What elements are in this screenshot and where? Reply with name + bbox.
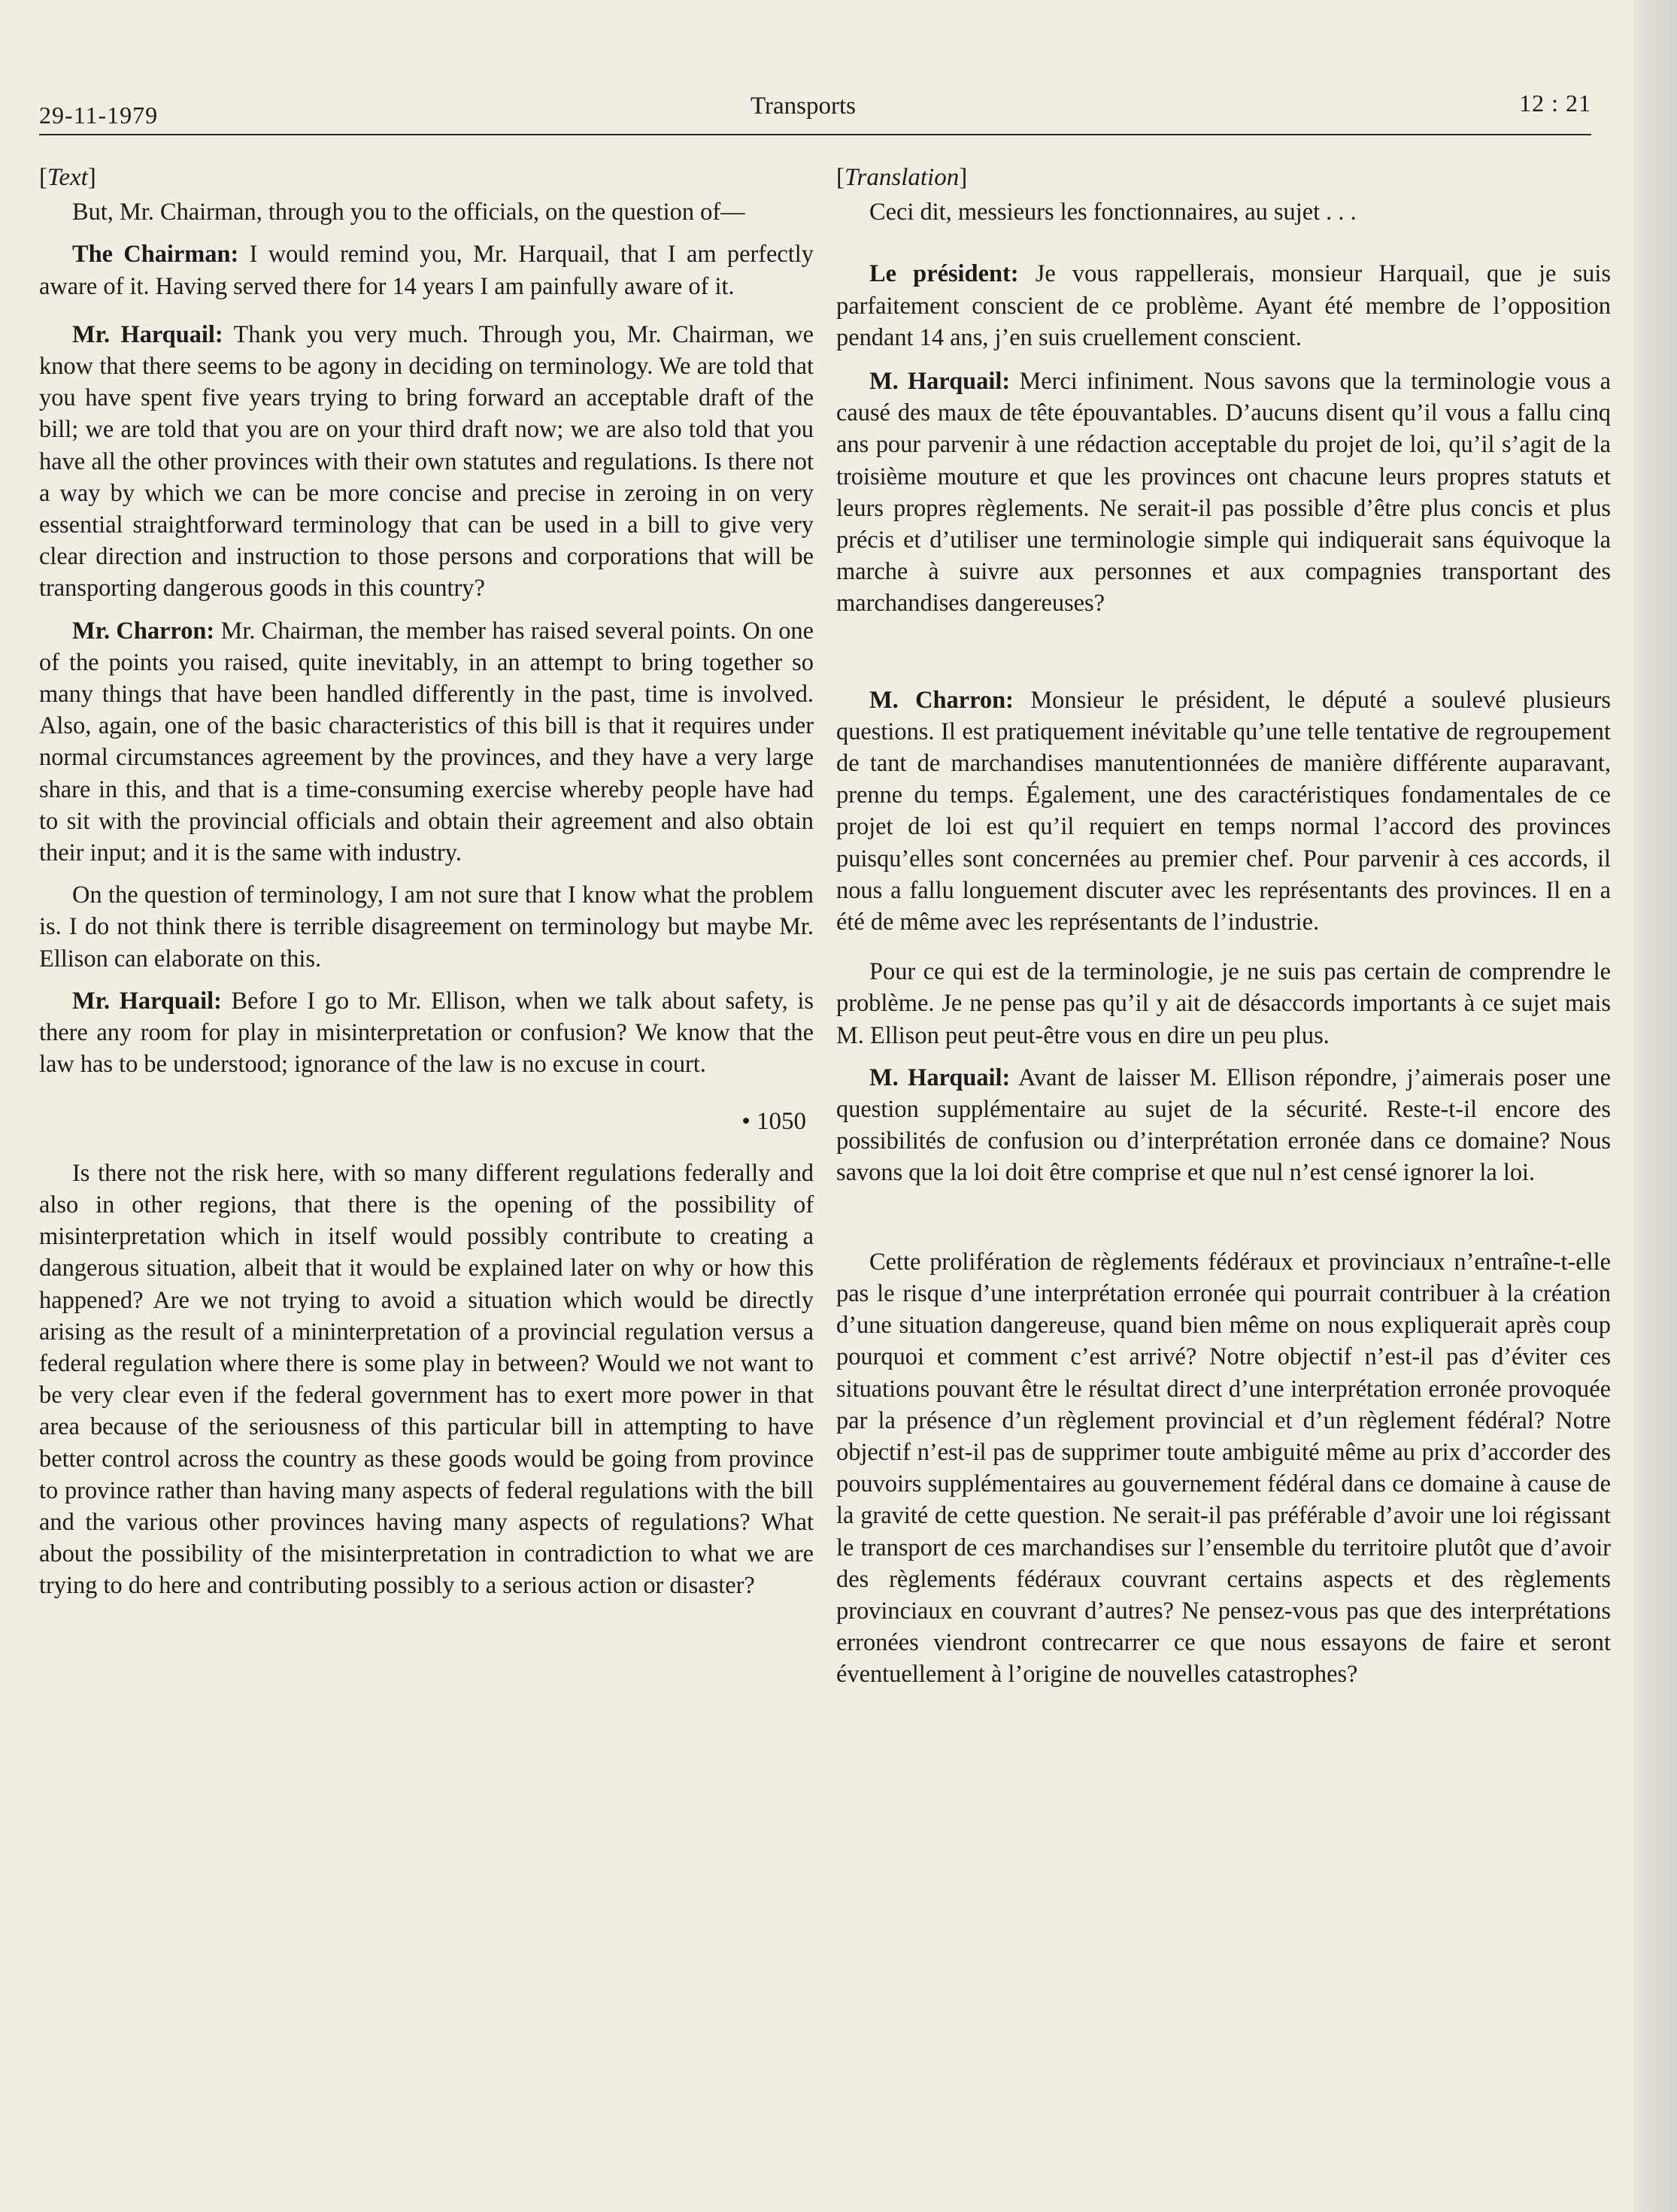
speech-text: Thank you very much. Through you, Mr. Chairman, we know that there seems to be agony in deciding on terminology. We are told that you have spent five years trying to bring forward an acceptable draft of the bill; we are told that you are on your third draft now; we are also told that you have all the other provinces with their own statutes and regulations. Is there not a way by which we can be more concise and precise in zeroing in on very essential straightforward terminology that can be used in a bill to give very clear direction and instruction to those persons and corporations that will be transporting dangerous goods in this country? xyxy=(39,320,814,602)
speech-text: Avant de laisser M. Ellison répondre, j’aimerais poser une question supplémentaire au sujet de la sécurité. Reste-t-il encore des possibilités de confusion ou d’interprétation erronée dans ce domaine? Nous savons que la loi doit être comprise et que nul n’est censé ignorer la loi. xyxy=(836,1064,1611,1187)
speaker-name: M. Harquail: xyxy=(869,368,1011,396)
paragraph-en-7: Is there not the risk here, with so many different regulations federally and also in other regions, that there is the opening of the possibility of misinterpretation which in itself would possibly contribute to creating a dangerous situation, albeit that it would be explained later on why or how this happened? Are we not trying to avoid a situation which would be directly arising as the result of a mininterpretation of a provincial regulation versus a federal regulation where there is some play in between? Would we not want to be very clear even if the federal government has to exert more power in that area because of the seriousness of this particular bill in attempting to have better control across the country as these goods would be going from province to province rather than having many aspects of federal regulations with the bill and the various other provinces having many aspects of regulations? What about the possibility of the misinterpretation in contradiction to what we are trying to do here and contributing possibly to a serious action or disaster? xyxy=(39,1159,814,1600)
speech-text: Monsieur le président, le député a soulevé plusieurs questions. Il est pratiquement inévitable qu’une telle tentative de regroupement de tant de marchandises manutentionnées de manière différente auparavant, prenne du temps. Également, une des caractéristiques fondamentales de ce projet de loi est qu’il requiert en temps normal l’accord des provinces puisqu’elles sont concernées au premier chef. Pour parvenir à ces accords, il nous a fallu longuement discuter avec les représentants des provinces. Il en a été de même avec les représentants de l’industrie. xyxy=(836,686,1611,936)
paragraph-en-4 xyxy=(39,615,814,869)
header-title: Transports xyxy=(751,93,856,120)
speaker-name: The Chairman: xyxy=(72,241,239,269)
page-edge-shadow xyxy=(1633,0,1677,2212)
time-stamp: • 1050 xyxy=(741,1108,806,1136)
paragraph-fr-6 xyxy=(836,1062,1611,1189)
paragraph-en-6 xyxy=(39,985,814,1081)
speaker-name: M. Harquail: xyxy=(869,1064,1011,1091)
language-tag-french: [Translation] xyxy=(836,164,968,191)
paragraph-fr-2 xyxy=(836,258,1611,353)
speaker-name: Mr. Harquail: xyxy=(72,320,223,348)
paragraph-en-5: On the question of terminology, I am not sure that I know what the problem is. I do not think there is terrible disagreement on terminology but maybe Mr. Ellison can elaborate on this. xyxy=(39,881,814,972)
french-column xyxy=(836,162,1611,1691)
page-header xyxy=(39,81,1591,135)
speech-text: Merci infiniment. Nous savons que la terminologie vous a causé des maux de tête épouvantables. D’aucuns disent qu’il vous a fallu cinq ans pour parvenir à une rédaction acceptable du projet de loi, qu’il s’agit de la troisième mouture et que les provinces ont chacune leurs propres statuts et leurs propres règlements. Ne serait-il pas possible d’être plus concis et plus précis et d’utiliser une terminologie simple qui indiquerait sans équivoque la marche à suivre aux personnes et aux compagnies transportant des marchandises dangereuses? xyxy=(836,368,1611,617)
speech-text: Mr. Chairman, the member has raised several points. On one of the points you raised, quite inevitably, in an attempt to bring together so many things that have been handled differently in the past, time is involved. Also, again, one of the basic characteristics of this bill is that it requires under normal circumstances agreement by the provinces, and they have a very large share in this, and that is a time-consuming exercise whereby people have had to sit with the provincial officials and obtain their agreement and also obtain their input; and it is the same with industry. xyxy=(39,617,814,867)
paragraph-fr-1: Ceci dit, messieurs les fonctionnaires, au sujet . . . xyxy=(869,199,1357,226)
header-page-number: 12 : 21 xyxy=(1519,90,1591,117)
paragraph-en-3 xyxy=(39,319,814,605)
paragraph-fr-7: Cette prolifération de règlements fédéraux et provinciaux n’entraîne-t-elle pas le risque d’une interprétation erronée qui pourrait contribuer à la création d’une situation dangereuse, quand bien même on nous expliquerait après coup pourquoi et comment c’est arrivé? Notre objectif n’est-il pas d’éviter ces situations pouvant être le résultat direct d’une interprétation erronée provoquée par la présence d’un règlement provincial et d’un règlement fédéral? Notre objectif n’est-il pas de supprimer toute ambiguité même au prix d’accorder des pouvoirs supplémentaires au gouvernement fédéral dans ce domaine à cause de la gravité de cette question. Ne serait-il pas préférable d’avoir une loi régissant le transport de ces marchandises sur l’ensemble du territoire plutôt que d’avoir des règlements fédéraux couvrant certains aspects et des règlements provinciaux en couvrant d’autres? Ne pensez-vous pas que des interprétations erronées viendront contrecarrer ce que nous essayons de faire et seront éventuellement à l’origine de nouvelles catastrophes? xyxy=(836,1248,1611,1689)
paragraph-fr-5: Pour ce qui est de la terminologie, je ne suis pas certain de comprendre le problème. Je ne pense pas qu’il y ait de désaccords importants à ce sujet mais M. Ellison peut peut-être vous en dire un peu plus. xyxy=(836,958,1611,1049)
paragraph-en-1: But, Mr. Chairman, through you to the officials, on the question of— xyxy=(72,199,745,226)
speaker-name: M. Charron: xyxy=(869,686,1014,714)
speaker-name: Mr. Charron: xyxy=(72,617,215,645)
language-tag-english: [Text] xyxy=(39,164,96,191)
speech-text: I would remind you, Mr. Harquail, that I am perfectly aware of it. Having served there for 14 years I am painfully aware of it. xyxy=(39,241,814,300)
speech-text: Je vous rappellerais, monsieur Harquail, que je suis parfaitement conscient de ce problème. Ayant été membre de l’opposition pendant 14 ans, j’en suis cruellement conscient. xyxy=(836,260,1611,351)
speech-text: Before I go to Mr. Ellison, when we talk about safety, is there any room for play in misinterpretation or confusion? We know that the law has to be understood; ignorance of the law is no excuse in court. xyxy=(39,987,814,1079)
paragraph-fr-3 xyxy=(836,366,1611,620)
speaker-name: Mr. Harquail: xyxy=(72,987,222,1015)
header-date: 29-11-1979 xyxy=(39,102,159,129)
paragraph-en-2 xyxy=(39,238,814,302)
speaker-name: Le président: xyxy=(869,260,1019,288)
english-column xyxy=(39,162,814,1602)
paragraph-fr-4 xyxy=(836,684,1611,939)
